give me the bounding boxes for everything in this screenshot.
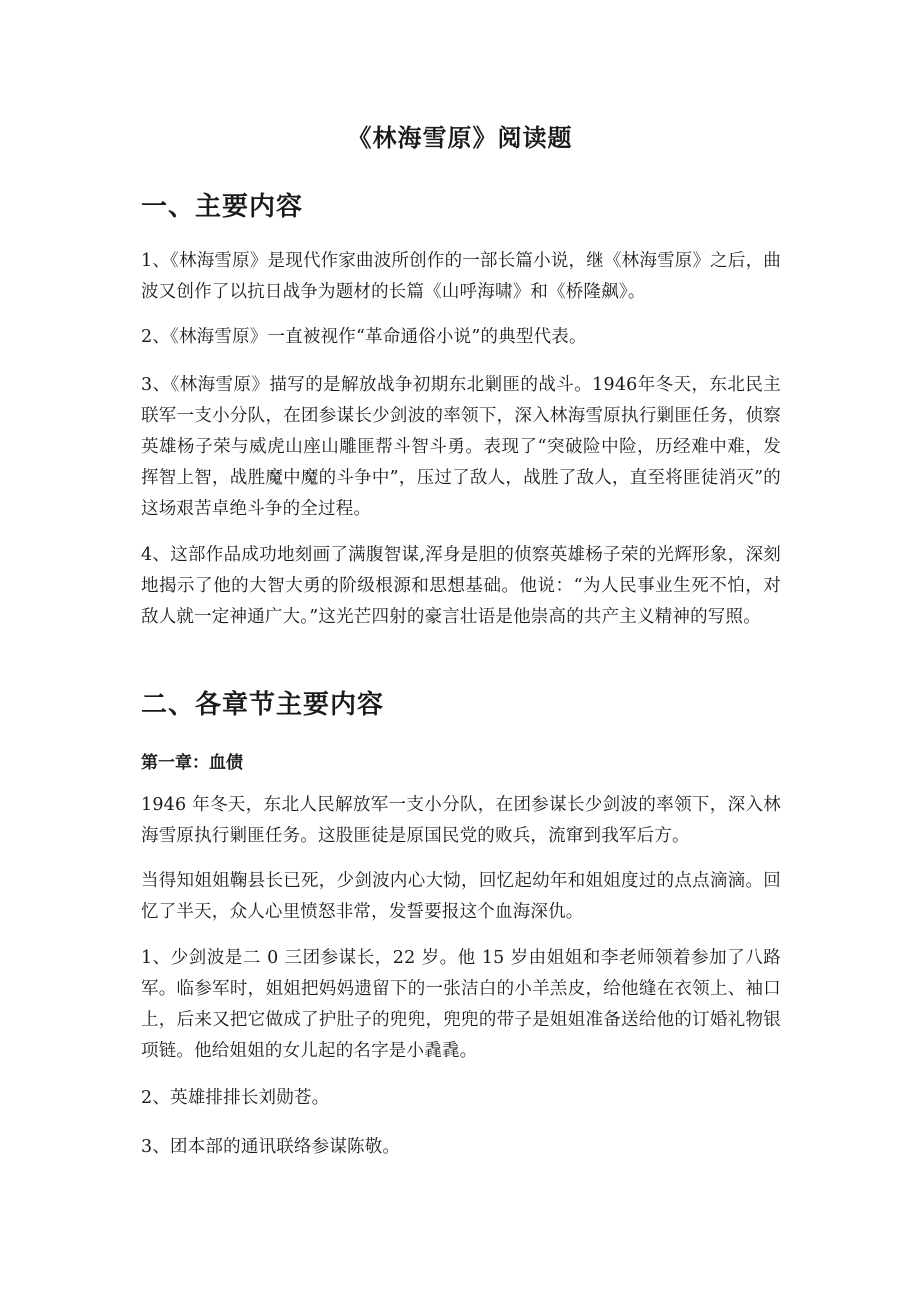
chapter-paragraph-2: 当得知姐姐鞠县长已死，少剑波内心大恸，回忆起幼年和姐姐度过的点点滴滴。回忆了半天，众人心里愤怒非常，发誓要报这个血海深仇。	[141, 871, 781, 922]
chapter-heading: 第一章：血债	[141, 753, 243, 773]
paragraph-item-3: 3、《林海雪原》描写的是解放战争初期东北剿匪的战斗。1946年冬天，东北民主联军一支小分队，在团参谋长少剑波的率领下，深入林海雪原执行剿匪任务，侦察英雄杨子荣与威虎山座山雕匪帮斗智斗勇。表现了“突破险中险，历经难中难，发挥智上智，战胜魔中魔的斗争中”，压过了敌人，战胜了敌人，直至将匪徒消灭”的这场艰苦卓绝斗争的全过程。	[141, 375, 781, 519]
section-heading-chapters: 二、各章节主要内容	[141, 690, 385, 720]
section-heading-main-content: 一、主要内容	[141, 192, 304, 222]
paragraph-item-1: 1、《林海雪原》是现代作家曲波所创作的一部长篇小说，继《林海雪原》之后，曲波又创作了以抗日战争为题材的长篇《山呼海啸》和《桥隆飙》。	[141, 251, 781, 302]
document-title: 《林海雪原》阅读题	[347, 124, 573, 152]
paragraph-item-4: 4、这部作品成功地刻画了满腹智谋,浑身是胆的侦察英雄杨子荣的光辉形象，深刻地揭示了他的大智大勇的阶级根源和思想基础。他说：“为人民事业生死不怕，对敌人就一定神通广大。”这光芒四射的豪言壮语是他崇高的共产主义精神的写照。	[141, 545, 781, 627]
chapter-paragraph-3: 1、少剑波是二 0 三团参谋长，22 岁。他 15 岁由姐姐和李老师领着参加了八路军。临参军时，姐姐把妈妈遗留下的一张洁白的小羊羔皮，给他缝在衣领上、袖口上，后来又把它做成了护肚子的兜兜，兜兜的带子是姐姐准备送给他的订婚礼物银项链。他给姐姐的女儿起的名字是小毳毳。	[141, 948, 781, 1061]
chapter-paragraph-4: 2、英雄排排长刘勋苍。	[141, 1088, 330, 1108]
paragraph-item-2: 2、《林海雪原》一直被视作“革命通俗小说”的典型代表。	[141, 327, 587, 347]
chapter-paragraph-5: 3、团本部的通讯联络参谋陈敬。	[141, 1137, 401, 1157]
chapter-paragraph-1: 1946 年冬天，东北人民解放军一支小分队，在团参谋长少剑波的率领下，深入林海雪原执行剿匪任务。这股匪徒是原国民党的败兵，流窜到我军后方。	[141, 795, 781, 846]
